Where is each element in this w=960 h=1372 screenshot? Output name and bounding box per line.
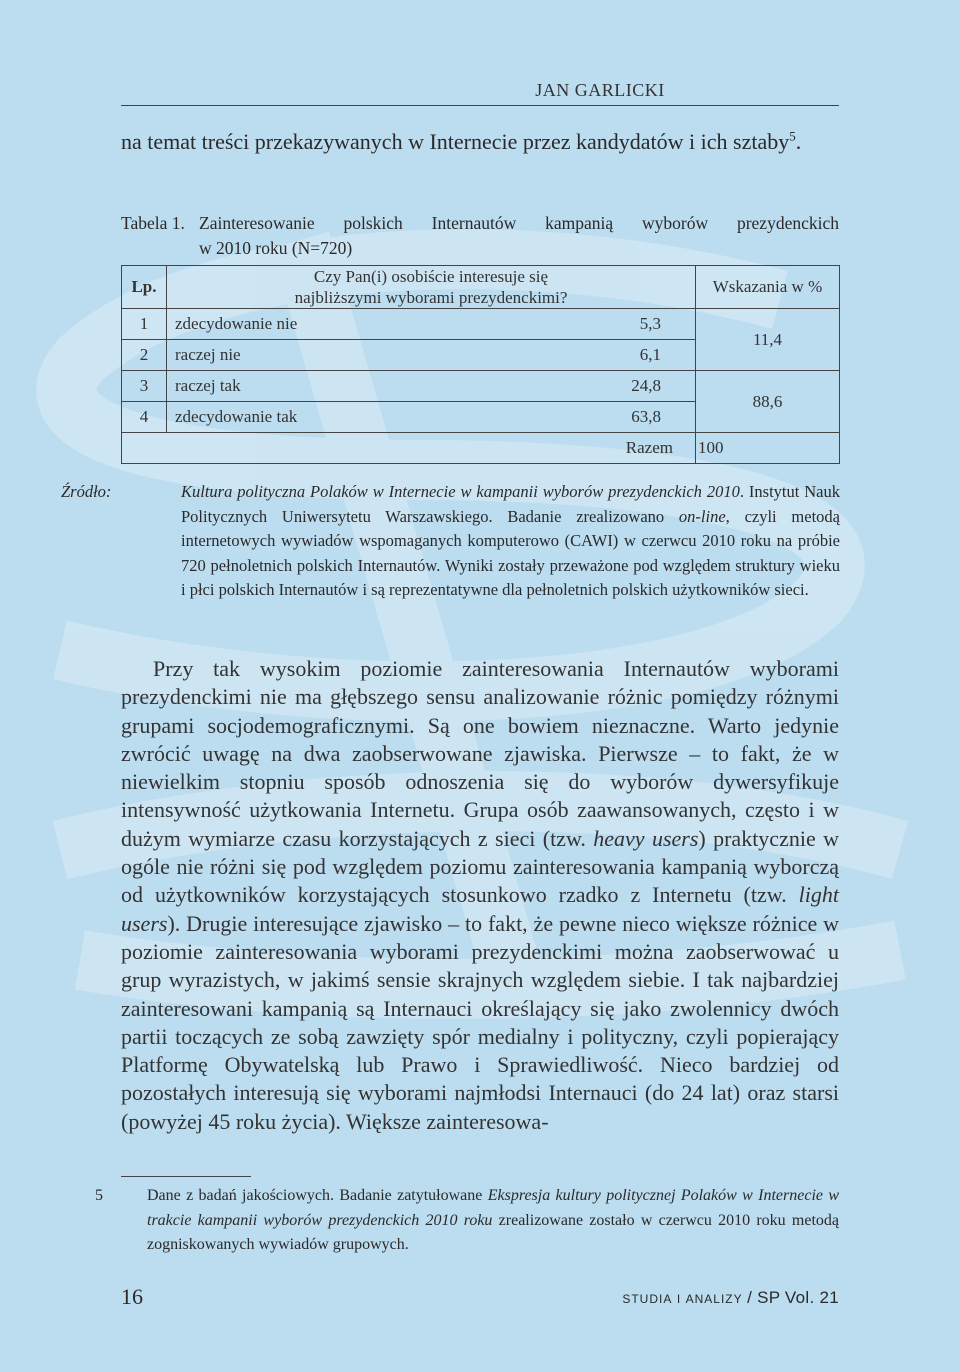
- journal-name: [622, 1288, 839, 1308]
- row-lp: 2: [122, 340, 167, 371]
- row-lp: 4: [122, 402, 167, 433]
- table-row: [122, 309, 840, 340]
- table-title-line2: w 2010 roku (N=720): [199, 238, 353, 258]
- page-number: 16: [121, 1284, 143, 1309]
- group-value: 11,4: [696, 309, 840, 371]
- row-lp: 3: [122, 371, 167, 402]
- main-text-3: ). Drugie interesujące zjawisko – to fakt, że pewne nieco większe różnice w poziomie zainteresowania wyborami prezydenckimi można zaobserwować u grup wyrazistych, w jakimś sensie skrajnych względem siebie. I tak najbardziej zainteresowani kampanią są Internauci określający się jako zwolennicy dwóch partii toczących ze sobą zawzięty spór medialny i polityczny, czyli popierający Platformę Obywatelską lub Prawo i Sprawiedliwość. Nieco bardziej od pozostałych interesują się wyborami najmłodsi Internauci (do 24 lat) oraz starsi (powyżej 45 roku życia). Większe zainteresowa-: [121, 910, 839, 1134]
- main-paragraph: [121, 655, 839, 1136]
- source-online: on-line: [678, 506, 726, 526]
- row-answer: raczej nie: [167, 340, 506, 371]
- table-row: [122, 371, 840, 402]
- footnote-text-1: Dane z badań jakościowych. Badanie zatytułowane: [147, 1187, 488, 1204]
- table-source: [61, 480, 840, 603]
- row-value: 5,3: [505, 309, 696, 340]
- row-value: 6,1: [505, 340, 696, 371]
- intro-paragraph: [121, 127, 839, 156]
- table-header-row: [122, 266, 840, 309]
- row-answer: raczej tak: [167, 371, 506, 402]
- main-light-users: light users: [121, 882, 839, 936]
- header-question: [167, 266, 696, 309]
- journal-i: I: [676, 1292, 682, 1306]
- source-title: Kultura polityczna Polaków w Internecie w kampanii wyborów prezydenckich 2010: [181, 482, 740, 501]
- row-value: 24,8: [505, 371, 696, 402]
- row-answer: zdecydowanie tak: [167, 402, 506, 433]
- footnote-text-2: zrealizowane zostało w czerwcu 2010 roku metodą zogniskowanych wywiadów grupowych.: [147, 1211, 840, 1253]
- table-title-line1: Zainteresowanie polskich Internautów kampanią wyborów prezydenckich: [199, 213, 839, 233]
- main-text-2: ) praktycznie w ogóle nie różni się pod względem poziomu zainteresowania kampanią wyborczą od użytkowników korzystających stosunkowo rzadko z Internetu (tzw.: [121, 825, 839, 908]
- intro-end: .: [795, 129, 802, 154]
- footnote: [95, 1184, 840, 1258]
- group-value: 88,6: [696, 371, 840, 433]
- main-heavy-users: heavy users: [593, 825, 699, 851]
- row-value: 63,8: [505, 402, 696, 433]
- header-author: JAN GARLICKI: [535, 80, 665, 100]
- intro-text: na temat treści przekazywanych w Internecie przez kandydatów i ich sztaby: [121, 129, 790, 154]
- table-title: [121, 211, 839, 261]
- source-label: Źródło:: [61, 482, 112, 501]
- table-number: Tabela 1.: [121, 213, 185, 233]
- total-value: 100: [696, 433, 840, 464]
- journal-sp: / SP: [747, 1288, 781, 1307]
- footnote-number: 5: [95, 1187, 103, 1204]
- footnote-ref: 5: [789, 128, 796, 144]
- table-total-row: [122, 433, 840, 464]
- journal-studia: STUDIA: [622, 1292, 673, 1306]
- source-text-2: , czyli metodą internetowych wywiadów wspomaganych komputerowo (CAWI) w czerwcu 2010 roku na próbie 720 pełnoletnich polskich Internautów. Wyniki zostały przeważone pod względem struktury wieku i płci polskich Internautów i są reprezentatywne dla pełnoletnich polskich użytkowników sieci.: [181, 506, 840, 599]
- header-question-line1: Czy Pan(i) osobiście interesuje się: [313, 267, 549, 286]
- main-text-1: Przy tak wysokim poziomie zainteresowania Internautów wyborami prezydenckimi nie ma głębszego sensu analizowanie różnic pomiędzy różnymi grupami socjodemograficznymi. Są one bowiem nieznaczne. Warto jedynie zwrócić uwagę na dwa zaobserwowane zjawiska. Pierwsze – to fakt, że w niewielkim stopniu sposób odnoszenia się do wyborów dywersyfikuje intensywność użytkowania Internetu. Grupa osób zaawansowanych, często i w dużym wymiarze czasu korzystających z sieci (tzw.: [121, 656, 839, 851]
- journal-analizy: ANALIZY: [685, 1292, 743, 1306]
- running-header: [121, 80, 839, 106]
- header-lp: Lp.: [122, 266, 167, 309]
- footnote-title: Ekspresja kultury politycznej Polaków w Internecie w trakcie kampanii wyborów prezydenckich 2010 roku: [147, 1187, 840, 1229]
- data-table: [121, 265, 840, 464]
- header-wskazania: Wskazania w %: [696, 266, 840, 309]
- total-label: Razem: [122, 433, 696, 464]
- row-lp: 1: [122, 309, 167, 340]
- footnote-rule: [121, 1176, 251, 1177]
- row-answer: zdecydowanie nie: [167, 309, 506, 340]
- source-text-1: . Instytut Nauk Politycznych Uniwersytetu Warszawskiego. Badanie zrealizowano: [181, 482, 840, 526]
- journal-volume: Vol. 21: [784, 1288, 839, 1307]
- header-question-line2: najbliższymi wyborami prezydenckimi?: [294, 288, 568, 307]
